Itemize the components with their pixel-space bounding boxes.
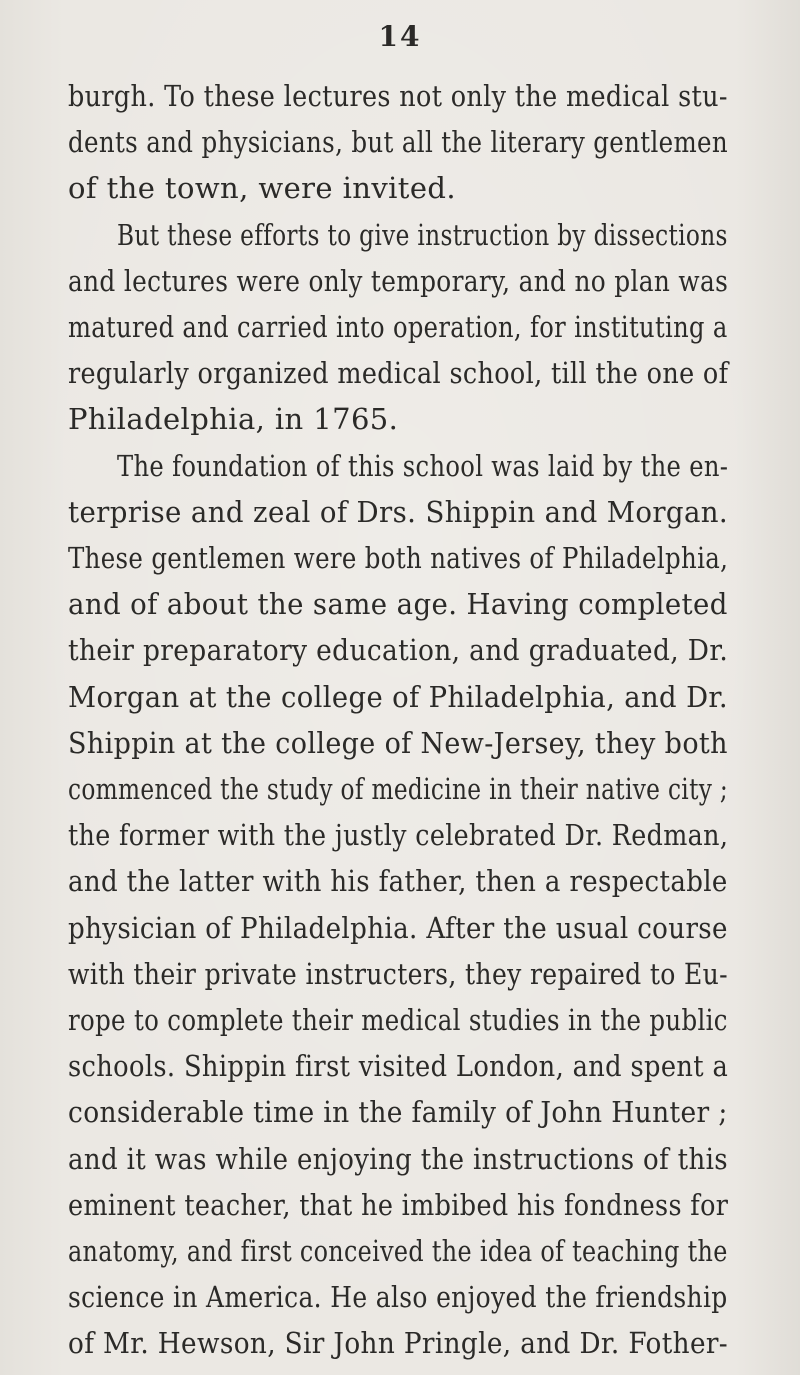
text-line: commenced the study of medicine in their native city ;	[68, 772, 729, 806]
text-line: But these efforts to give instruction by dissections	[117, 217, 728, 252]
text-line: and it was while enjoying the instructions of this	[68, 1141, 728, 1176]
text-line: The foundation of this school was laid by the en-	[117, 448, 729, 483]
text-line: their preparatory education, and graduated, Dr.	[68, 633, 729, 668]
text-line: anatomy, and first conceived the idea of teaching the	[68, 1234, 728, 1268]
text-line: and the latter with his father, then a respectable	[68, 864, 728, 899]
text-line: and lectures were only temporary, and no plan was	[68, 263, 729, 298]
text-line: regularly organized medical school, till the one of	[68, 356, 729, 391]
text-line: dents and physicians, but all the literary gentlemen	[68, 125, 729, 160]
text-line: These gentlemen were both natives of Philadelphia,	[68, 541, 729, 575]
text-line: burgh. To these lectures not only the medical stu-	[68, 79, 728, 113]
text-line: eminent teacher, that he imbibed his fondness for	[68, 1187, 729, 1222]
text-line: Morgan at the college of Philadelphia, and Dr.	[68, 679, 729, 714]
text-line: terprise and zeal of Drs. Shippin and Morgan.	[68, 494, 729, 529]
text-line: physician of Philadelphia. After the usual course	[68, 910, 728, 945]
page-number: 14	[378, 20, 422, 53]
text-line: science in America. He also enjoyed the friendship	[68, 1280, 728, 1315]
text-line: of the town, were invited.	[68, 171, 457, 206]
text-line: schools. Shippin first visited London, and spent a	[68, 1049, 729, 1084]
text-line: matured and carried into operation, for instituting a	[68, 310, 728, 344]
text-line: Shippin at the college of New-Jersey, they both	[68, 725, 728, 760]
text-line: considerable time in the family of John Hunter ;	[68, 1095, 728, 1130]
text-line: the former with the justly celebrated Dr. Redman,	[68, 818, 729, 853]
text-line: rope to complete their medical studies in the public	[68, 1003, 728, 1037]
text-line: Philadelphia, in 1765.	[68, 402, 399, 437]
text-line: and of about the same age. Having completed	[68, 587, 728, 622]
text-line: with their private instructers, they repaired to Eu-	[68, 956, 729, 991]
text-line: of Mr. Hewson, Sir John Pringle, and Dr. Fother-	[68, 1326, 729, 1361]
